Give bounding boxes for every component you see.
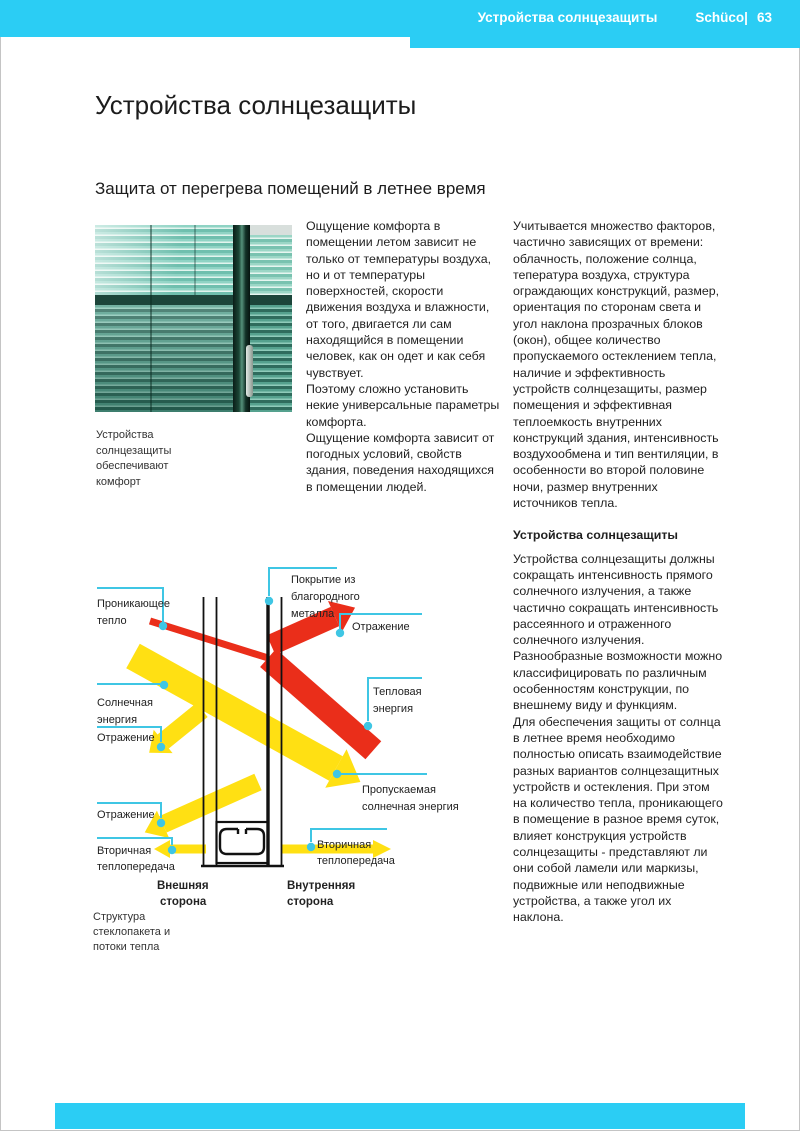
label-coating: благородного: [291, 591, 360, 603]
header-line: [0, 10, 772, 25]
blinds-slats-upper: [95, 225, 233, 295]
column-right: [513, 218, 725, 925]
section-subtitle: Защита от перегрева помещений в летнее время: [95, 179, 486, 198]
label-transmitted: Пропускаемая: [362, 784, 436, 796]
secondary-heat-left-arrow: [154, 840, 206, 858]
label-secondary-left: теплопередача: [97, 861, 175, 873]
door-handle: [246, 345, 253, 397]
blinds-rail: [95, 295, 233, 305]
paragraph: Ощущение комфорта в помещении летом зависит не только от температуры воздуха, но и от температуры поверхностей, скорости движения воздуха и влажности, от того, двигается ли сам находящийся в помещении человек, как он одет и как себя чувствует.: [306, 219, 492, 380]
label-reflection-top: Отражение: [352, 621, 410, 633]
glazing-spacer: [217, 822, 269, 863]
caption-line: солнцезащиты: [96, 444, 172, 457]
label-outer-side: сторона: [160, 896, 207, 908]
label-secondary-right: Вторичная: [317, 839, 372, 851]
label-transmitted: солнечная энергия: [362, 801, 459, 813]
header-section-title: Устройства солнцезащиты: [477, 10, 658, 25]
exterior-strip: [250, 225, 292, 235]
caption-line: комфорт: [96, 475, 141, 488]
blinds-slats-lower-right: [250, 305, 292, 412]
paragraph: Разнообразные возможности можно классифицировать по различным особенностям конструкции, по внешнему виду и функциям.: [513, 649, 723, 713]
label-thermal-energy: энергия: [373, 703, 414, 715]
label-inner-side: сторона: [287, 896, 334, 908]
label-penetrating-heat: Проникающее: [97, 598, 170, 610]
caption-line: Структура: [93, 911, 146, 923]
brand-logo: Schüco|: [695, 10, 748, 25]
label-coating: Покрытие из: [291, 574, 356, 586]
caption-line: потоки тепла: [93, 941, 160, 953]
column-heading: Устройства солнцезащиты: [513, 528, 679, 543]
caption-line: стеклопакета и: [93, 926, 171, 938]
label-secondary-left: Вторичная: [97, 845, 152, 857]
page-number: 63: [756, 10, 772, 25]
paragraph: Поэтому сложно установить некие универсальные параметры комфорта.: [306, 381, 500, 429]
blinds-slats-upper-right: [250, 235, 292, 295]
page-title: Устройства солнцезащиты: [95, 90, 417, 120]
label-reflection-low: Отражение: [97, 809, 155, 821]
label-outer-side: Внешняя: [157, 880, 209, 892]
label-penetrating-heat: тепло: [97, 615, 127, 627]
header-bar-extension: [410, 37, 800, 48]
blinds-cord: [194, 225, 196, 295]
label-secondary-right: теплопередача: [317, 855, 395, 867]
blinds-cord: [150, 225, 152, 412]
column-middle: [306, 218, 502, 495]
label-reflection-mid: Отражение: [97, 732, 155, 744]
paragraph: Для обеспечения защиты от солнца в летнее время необходимо полностью описать взаимодействие разных вариантов солнцезащитных устройств и остекления. При этом на количество тепла, проникающего в помещение в разное время суток, влияет конструкция устройств солнцезащиты - представляют ли они собой ламели или маркизы, подвижные или неподвижные устройства, а также угол их наклона.: [513, 714, 723, 925]
photo-caption: [96, 428, 171, 490]
label-solar-energy: Солнечная: [97, 697, 153, 709]
paragraph: Ощущение комфорта зависит от погодных условий, свойств здания, поведения находящихся в помещении людей.: [306, 430, 495, 494]
blinds-slats-lower: [95, 305, 233, 412]
label-solar-energy: энергия: [97, 714, 138, 726]
paragraph: Учитывается множество факторов, частично зависящих от времени: облачность, положение солнца, тепература воздуха, структура ограждающих конструкций, размер, ориентация по сторонам света и угол наклона прозрачных блоков (окон), общее количество пропускаемого остеклением тепла, наличие и эффективность устройств солнцезащиты, размер помещения и эффективная теплоемкость внутренних конструкций здания, интенсивность воздухообмена и тип вентиляции, в особенности во второй половине ночи, размер внутренних источников тепла.: [513, 219, 720, 511]
blinds-rail-right: [250, 295, 292, 305]
brand-group: [695, 10, 772, 25]
paragraph: Устройства солнцезащиты должны сокращать интенсивность прямого солнечного излучения, а также частично сокращать интенсивность рассеянного и отраженного солнечного излучения.: [513, 551, 719, 648]
caption-line: Устройства: [96, 429, 154, 441]
label-thermal-energy: Тепловая: [373, 686, 422, 698]
label-coating: металла: [291, 608, 335, 620]
label-inner-side: Внутренняя: [287, 880, 356, 892]
footer-bar: [55, 1103, 745, 1129]
caption-line: обеспечивают: [96, 460, 169, 472]
diagram-caption: [93, 910, 170, 955]
blinds-photo: [95, 225, 292, 412]
